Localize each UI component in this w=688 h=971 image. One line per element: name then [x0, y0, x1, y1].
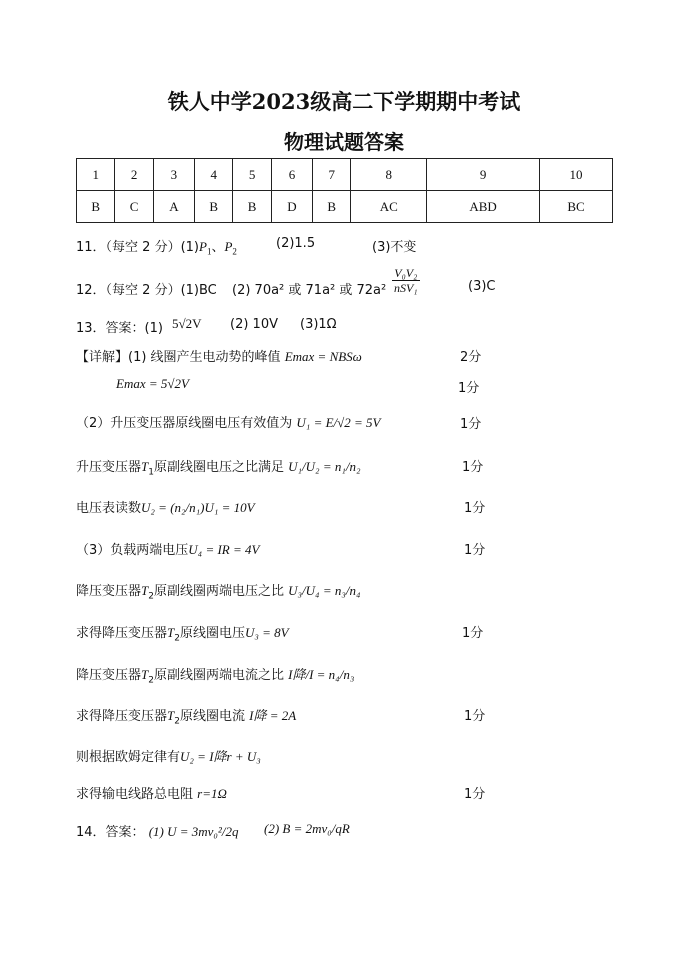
q14-line: 14．答案： (1) U = 3mv₀²/2q	[76, 824, 239, 840]
answer-cell: B	[313, 191, 351, 223]
question-number-cell: 6	[271, 159, 312, 191]
answer-cell: A	[153, 191, 194, 223]
exam-subtitle: 物理试题答案	[284, 130, 404, 154]
detail-line-6: （3）负载两端电压U₄ = IR = 4V	[76, 542, 260, 558]
question-number-cell: 7	[313, 159, 351, 191]
q13-answer3: (3)1Ω	[300, 317, 337, 332]
detail-score-12: 1分	[464, 787, 486, 802]
q13-lead: 13．答案：(1)	[76, 321, 163, 336]
q11-lead: 11．（每空 2 分）(1)	[76, 240, 199, 255]
table-row	[77, 159, 613, 191]
detail-score-2: 1分	[458, 381, 480, 396]
answer-cell: ABD	[427, 191, 540, 223]
question-number-cell: 9	[427, 159, 540, 191]
question-number-cell: 8	[351, 159, 427, 191]
question-number-cell: 3	[153, 159, 194, 191]
table-row	[77, 191, 613, 223]
question-number-cell: 10	[540, 159, 613, 191]
q13-answer2: (2) 10V	[230, 317, 278, 332]
detail-line-12: 求得输电线路总电阻 r=1Ω	[76, 786, 227, 802]
question-number-cell: 1	[77, 159, 115, 191]
detail-line-7: 降压变压器$T_2$原副线圈两端电压之比 U₃/U₄ = n₃/n₄	[76, 583, 361, 602]
q12-fraction: $\frac{\text{V₀V₂}}{\text{nSV₁}}$	[394, 266, 418, 295]
detail-line-1: 【详解】(1) 线圈产生电动势的峰值 Emax = NBSω	[76, 349, 362, 365]
answer-cell: C	[115, 191, 153, 223]
answer-cell: B	[77, 191, 115, 223]
q12-part2: (2) 70a² 或 71a² 或 72a²	[232, 283, 387, 298]
q12-lead: 12．（每空 2 分）(1)BC	[76, 283, 217, 298]
q11-line: 11．（每空 2 分）$(1)P_1$、$P_2$	[76, 239, 237, 257]
detail-line-8: 求得降压变压器$T_2$原线圈电压U₃ = 8V	[76, 625, 289, 644]
q12-part3: (3)C	[468, 279, 496, 294]
detail-score-10: 1分	[464, 709, 486, 724]
q13-answer1: 5√2V	[172, 316, 202, 331]
q11-p1: P	[199, 239, 207, 254]
detail-score-1: 2分	[460, 350, 482, 365]
detail-score-3: 1分	[460, 417, 482, 432]
q11-part3: (3)不变	[372, 240, 417, 255]
answer-cell: B	[233, 191, 271, 223]
question-number-cell: 5	[233, 159, 271, 191]
answer-cell: BC	[540, 191, 613, 223]
exam-title: 铁人中学2023级高二下学期期中考试	[167, 89, 521, 114]
question-number-cell: 4	[195, 159, 233, 191]
answer-table	[76, 158, 613, 223]
q14-answer2: (2) B = 2mv₀/qR	[264, 821, 350, 836]
q11-part2: (2)1.5	[276, 236, 316, 251]
detail-score-4: 1分	[462, 460, 484, 475]
detail-line-3: （2）升压变压器原线圈电压有效值为 U₁ = E/√2 = 5V	[76, 415, 381, 431]
question-number-cell: 2	[115, 159, 153, 191]
detail-score-5: 1分	[464, 501, 486, 516]
detail-line-5: 电压表读数U₂ = (n₂/n₁)U₁ = 10V	[76, 500, 255, 516]
answer-cell: D	[271, 191, 312, 223]
answer-cell: B	[195, 191, 233, 223]
detail-line-11: 则根据欧姆定律有U₂ = I降r + U₃	[76, 749, 261, 765]
detail-line-4: 升压变压器$T_1$原副线圈电压之比满足 U₁/U₂ = n₁/n₂	[76, 459, 361, 478]
detail-line-10: 求得降压变压器$T_2$原线圈电流 I降 = 2A	[76, 708, 297, 727]
detail-score-6: 1分	[464, 543, 486, 558]
detail-score-8: 1分	[462, 626, 484, 641]
q11-p2: P	[224, 239, 233, 254]
answer-cell: AC	[351, 191, 427, 223]
detail-line-2: Emax = 5√2V	[116, 376, 189, 391]
detail-line-9: 降压变压器$T_2$原副线圈两端电流之比 I降/I = n₄/n₃	[76, 667, 355, 686]
